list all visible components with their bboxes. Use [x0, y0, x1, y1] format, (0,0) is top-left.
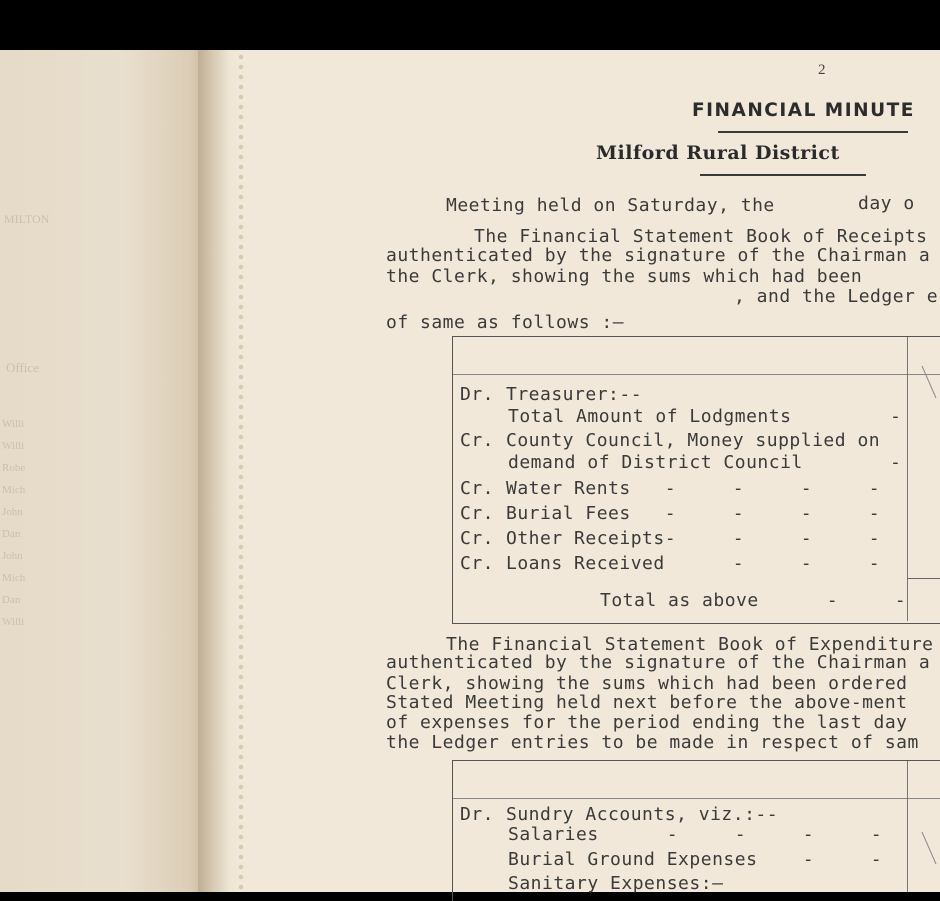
receipts-para-line: The Financial Statement Book of Receipts	[474, 226, 928, 247]
left-page	[0, 50, 206, 892]
title-rule	[718, 131, 908, 133]
perforation-edge	[236, 52, 246, 892]
bleed-through-text: Mich	[2, 572, 26, 584]
expenditure-para-line: authenticated by the signature of the Chairman a	[386, 652, 931, 673]
page-title: FINANCIAL MINUTE	[692, 100, 915, 121]
expenditure-para-line: Stated Meeting held next before the above-ment	[386, 692, 908, 713]
bleed-through-text: Robe	[2, 462, 26, 474]
table-row: Burial Fees - - - -	[506, 503, 881, 524]
bleed-through-text: Willi	[2, 440, 25, 452]
bleed-through-text: Dan	[2, 528, 21, 540]
table-row: demand of District Council	[508, 452, 803, 473]
amount-column-rule	[907, 761, 908, 892]
total-rule	[907, 578, 940, 579]
table-row: Burial Ground Expenses - -	[508, 849, 883, 870]
district-rule	[700, 174, 866, 176]
meeting-line: Meeting held on Saturday, the	[446, 195, 775, 216]
table-header-rule	[453, 798, 940, 799]
table-row: Water Rents - - - -	[506, 478, 881, 499]
table-row: Treasurer:--	[506, 384, 643, 405]
table-row-prefix: Dr.	[460, 804, 495, 825]
table-row: Salaries - - - -	[508, 824, 883, 845]
district-title: Milford Rural District	[596, 142, 840, 164]
meeting-line-day: day o	[858, 193, 915, 214]
receipts-para-line: the Clerk, showing the sums which had been	[386, 266, 863, 287]
table-row: Loans Received - - -	[506, 553, 881, 574]
bleed-through-text: Willi	[2, 616, 25, 628]
receipts-para-line: of same as follows :—	[386, 312, 625, 333]
receipts-para-line: authenticated by the signature of the Chairman a	[386, 245, 931, 266]
table-row: Total Amount of Lodgments	[508, 406, 792, 427]
bleed-through-text: Mich	[2, 484, 26, 496]
table-row-prefix: Cr.	[460, 528, 495, 549]
bleed-through-text: Office	[6, 360, 39, 375]
bleed-through-text: Dan	[2, 594, 21, 606]
bleed-through-text: John	[2, 550, 23, 562]
table-row-prefix: Dr.	[460, 384, 495, 405]
page-number: 2	[818, 62, 826, 78]
table-row-prefix: Cr.	[460, 503, 495, 524]
table-row-prefix: Cr.	[460, 478, 495, 499]
bleed-through-text: MILTON	[4, 212, 50, 226]
table-row-prefix: Cr.	[460, 430, 495, 451]
table-row-dash: -	[890, 452, 902, 473]
expenditure-para-line: the Ledger entries to be made in respect of sam	[386, 732, 919, 753]
table-total-row: Total as above - -	[600, 590, 907, 611]
table-row: County Council, Money supplied on	[506, 430, 881, 451]
receipts-para-line: , and the Ledger e	[734, 286, 939, 307]
pen-tick-mark	[920, 362, 940, 402]
pen-tick-mark	[920, 828, 940, 868]
expenditure-para-line: Clerk, showing the sums which had been ordered	[386, 673, 908, 694]
bleed-through-text: John	[2, 506, 23, 518]
table-row-dash: -	[890, 406, 902, 427]
table-row: Sanitary Expenses:—	[508, 873, 724, 894]
table-row: Other Receipts- - - -	[506, 528, 881, 549]
expenditure-para-line: The Financial Statement Book of Expenditure	[446, 634, 934, 655]
table-header-rule	[453, 374, 940, 375]
bleed-through-text: Willi	[2, 418, 25, 430]
expenditure-para-line: of expenses for the period ending the last day	[386, 712, 908, 733]
table-row: Sundry Accounts, viz.:--	[506, 804, 779, 825]
table-row-prefix: Cr.	[460, 553, 495, 574]
